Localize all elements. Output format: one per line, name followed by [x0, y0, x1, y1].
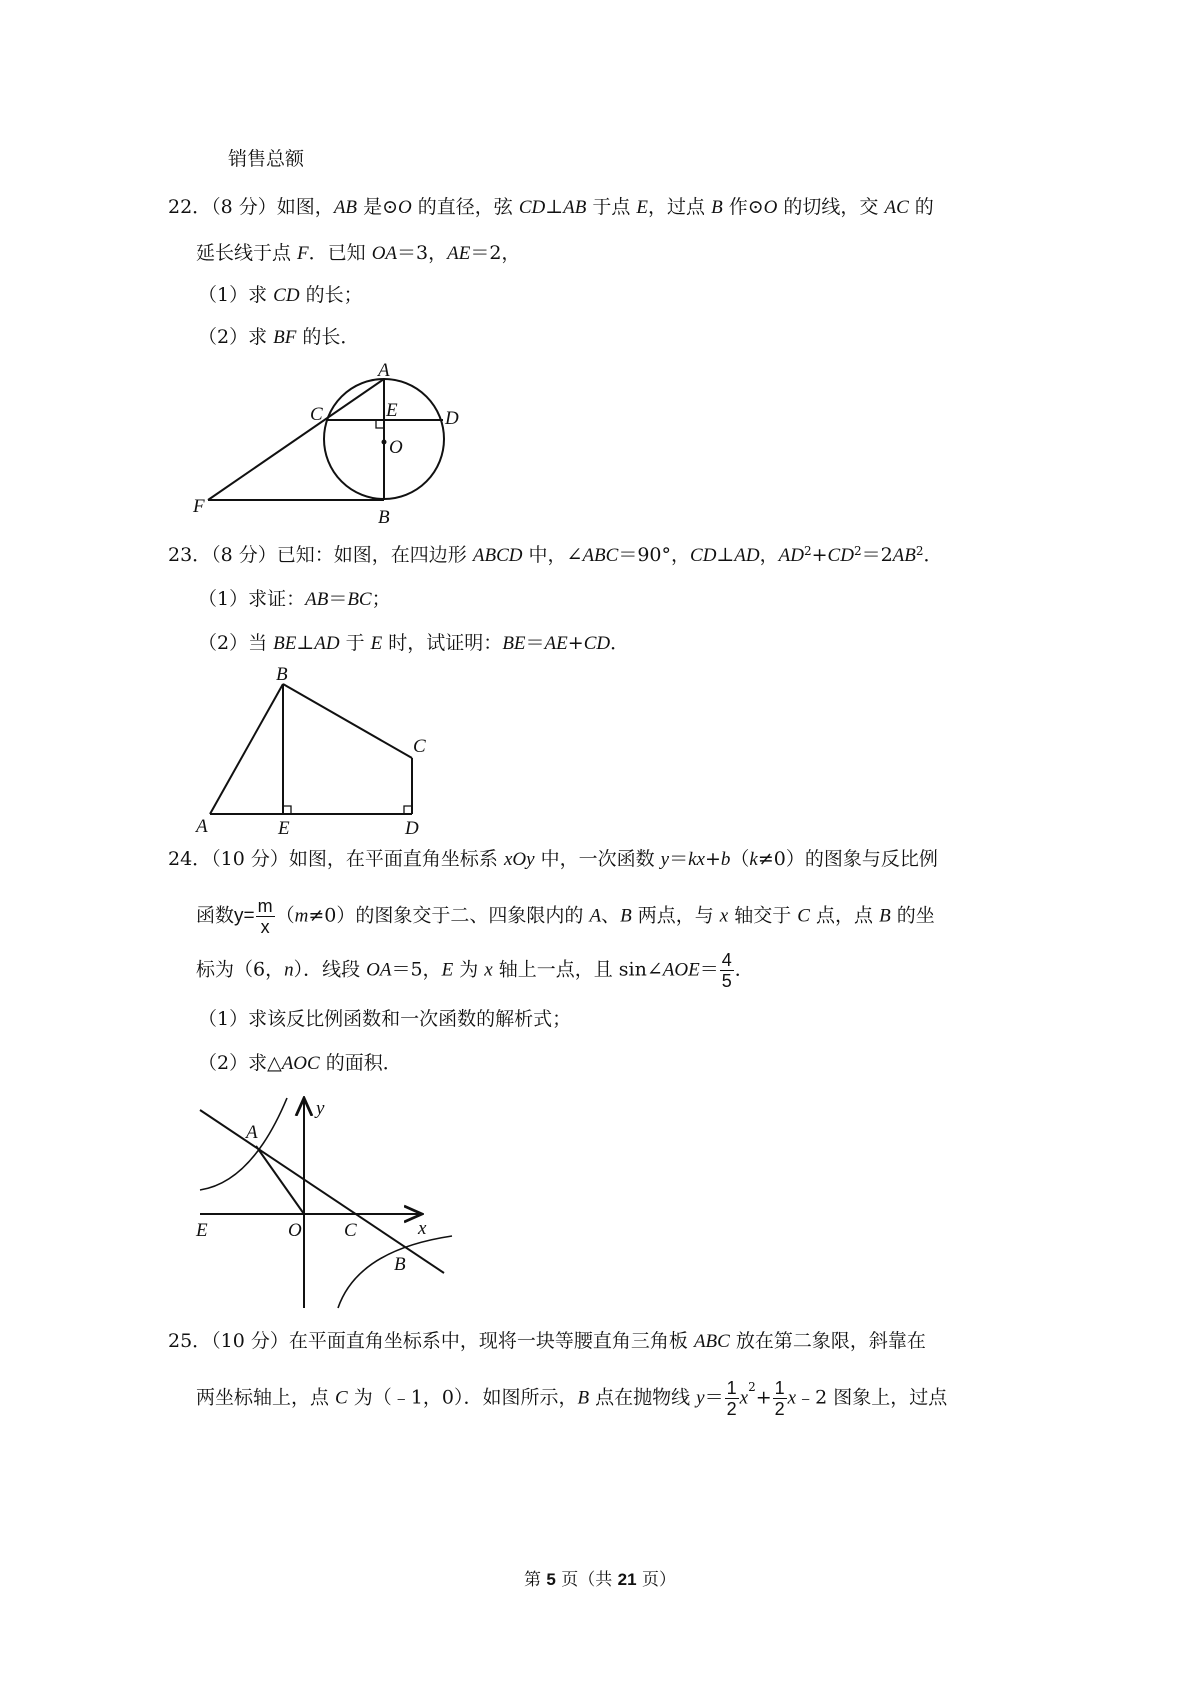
label-e: E — [386, 400, 398, 421]
label-d: D — [405, 818, 419, 839]
q22-part1: （1）求 CD 的长； — [198, 284, 363, 306]
q25-line2: 两坐标轴上，点 C 为（﹣1，0）．如图所示，B 点在抛物线 y＝ $\frac{1}{2}$ $x^2+$ $\frac{1}{2}$ x﹣2 图象上，过点 — [196, 1378, 948, 1419]
label-c: C — [344, 1220, 357, 1241]
q25-line1: 25．（10 分）在平面直角坐标系中，现将一块等腰直角三角板 ABC 放在第二象限，斜靠在 — [168, 1330, 926, 1352]
right-angle-mark — [376, 420, 384, 428]
label-c: C — [310, 404, 323, 425]
label-e: E — [196, 1220, 208, 1241]
segment-oa — [256, 1146, 304, 1214]
label-e: E — [278, 818, 290, 839]
top-line: 销售总额 — [228, 148, 305, 170]
label-a: A — [196, 816, 208, 837]
q23-part1: （1）求证：AB＝BC； — [198, 588, 391, 610]
label-o: O — [288, 1220, 302, 1241]
line-af — [208, 379, 384, 500]
q24-figure — [190, 1090, 470, 1315]
fraction-4-over-5: $\frac{4}{5}$ — [721, 950, 732, 991]
q24-part2: （2）求△AOC 的面积． — [198, 1052, 402, 1074]
fraction-half-1: $\frac{1}{2}$ — [726, 1378, 737, 1419]
label-o: O — [389, 437, 403, 458]
q23-figure — [190, 664, 440, 839]
right-angle-e — [283, 806, 291, 814]
fraction-m-over-x: $\frac{m}{x}$ — [257, 896, 273, 937]
q24-part1: （1）求该反比例函数和一次函数的解析式； — [198, 1008, 572, 1030]
q24-line3: 标为（6，n）．线段 OA＝5，E 为 x 轴上一点，且 sin∠AOE＝ $\frac{4}{5}$ ． — [196, 950, 754, 991]
q24-line1: 24．（10 分）如图，在平面直角坐标系 xOy 中，一次函数 y＝kx+b（k≠0）的图象与反比例 — [168, 848, 938, 870]
label-a: A — [378, 360, 390, 381]
label-x: x — [418, 1218, 427, 1239]
label-b: B — [378, 507, 390, 528]
center-dot — [382, 440, 387, 445]
q22-line1: 22．（8 分）如图，AB 是⊙O 的直径，弦 CD⊥AB 于点 E，过点 B 作⊙O 的切线，交 AC 的 — [168, 196, 934, 218]
q23-line1: 23．（8 分）已知：如图，在四边形 ABCD 中，∠ABC＝90°，CD⊥AD，$AD^2+CD^2=2AB^2$． — [168, 544, 943, 566]
label-b: B — [276, 664, 288, 685]
right-angle-d — [404, 806, 412, 814]
label-b: B — [394, 1254, 406, 1275]
label-f: F — [193, 496, 205, 517]
q22-line2: 延长线于点 F．已知 OA＝3，AE＝2， — [196, 242, 521, 264]
hyperbola-branch-2 — [200, 1098, 287, 1190]
q22-part2: （2）求 BF 的长． — [198, 326, 360, 348]
side-bc — [283, 684, 412, 758]
q23-part2: （2）当 BE⊥AD 于 E 时，试证明：BE＝AE+CD． — [198, 632, 630, 654]
linear-function-line — [200, 1110, 444, 1273]
side-ab — [210, 684, 283, 814]
label-y: y — [316, 1098, 325, 1119]
q24-line2: 函数y= $\frac{m}{x}$ （m≠0）的图象交于二、四象限内的 A、B 两点，与 x 轴交于 C 点，点 B 的坐 — [196, 896, 935, 937]
label-a: A — [246, 1122, 258, 1143]
label-c: C — [413, 736, 426, 757]
q22-figure — [190, 360, 480, 530]
fraction-half-2: $\frac{1}{2}$ — [774, 1378, 785, 1419]
page-footer: 第 5 页（共 21 页） — [523, 1570, 676, 1590]
label-d: D — [445, 408, 459, 429]
